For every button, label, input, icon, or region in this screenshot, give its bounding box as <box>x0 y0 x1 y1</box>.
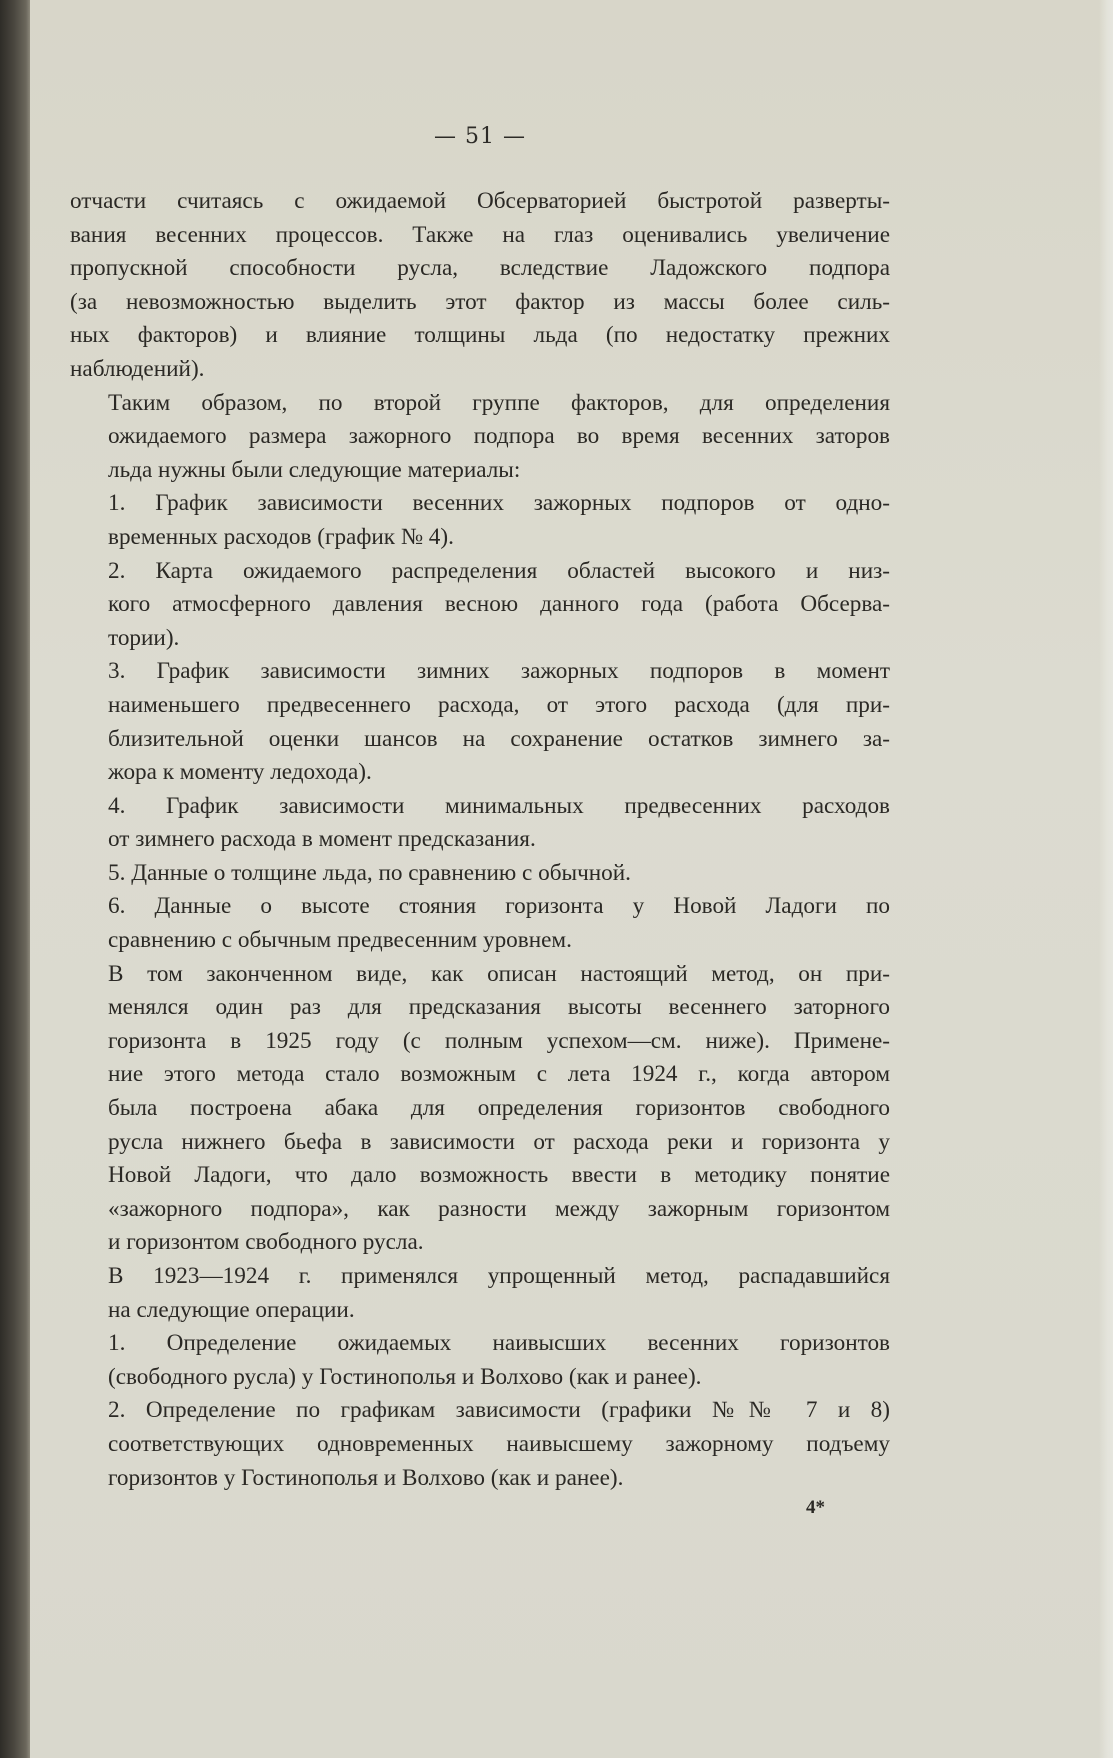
text-line: льда нужны были следующие материалы: <box>108 456 521 483</box>
paragraph <box>70 487 890 554</box>
page-number: — 51 — <box>434 124 526 149</box>
text-line: ожидаемого размера зажорного подпора во время весенних заторов <box>108 423 890 450</box>
text-line: (свободного русла) у Гостинополья и Волхово (как и ранее). <box>108 1363 702 1390</box>
paragraph <box>70 655 890 789</box>
text-line: наименьшего предвесеннего расхода, от этого расхода (для при- <box>108 691 890 718</box>
paragraph <box>70 958 890 1260</box>
text-line: 1. График зависимости весенних зажорных подпоров от одно- <box>108 490 890 517</box>
paragraph <box>70 890 890 957</box>
paragraph <box>70 1260 890 1327</box>
text-line: вания весенних процессов. Также на глаз оценивались увеличение <box>70 221 890 248</box>
text-line: В том законченном виде, как описан настоящий метод, он при- <box>108 960 890 987</box>
text-line: 3. График зависимости зимних зажорных подпоров в момент <box>108 658 890 685</box>
text-line: русла нижнего бьефа в зависимости от расхода реки и горизонта у <box>108 1128 890 1155</box>
text-line: от зимнего расхода в момент предсказания. <box>108 826 536 853</box>
paragraph <box>70 1394 890 1495</box>
text-line: 5. Данные о толщине льда, по сравнению с обычной. <box>108 859 631 886</box>
paragraph <box>70 790 890 857</box>
text-line: 1. Определение ожидаемых наивысших весенних горизонтов <box>108 1330 890 1357</box>
text-line: сравнению с обычным предвесенним уровнем. <box>108 927 572 954</box>
text-line: отчасти считаясь с ожидаемой Обсерваторией быстротой разверты- <box>70 188 890 214</box>
text-line: В 1923—1924 г. применялся упрощенный метод, распадавшийся <box>108 1263 890 1289</box>
text-line: наблюдений). <box>70 355 205 382</box>
text-line: «зажорного подпора», как разности между зажорным горизонтом <box>108 1195 890 1222</box>
text-line: 2. Карта ожидаемого распределения областей высокого и низ- <box>108 557 890 584</box>
text-line: (за невозможностью выделить этот фактор из массы более силь- <box>70 288 890 315</box>
text-line: горизонтов у Гостинополья и Волхово (как и ранее). <box>108 1464 624 1491</box>
paragraph <box>70 387 890 488</box>
text-line: ние этого метода стало возможным с лета 1924 г., когда автором <box>108 1061 890 1088</box>
text-line: 6. Данные о высоте стояния горизонта у Новой Ладоги по <box>108 893 890 920</box>
text-line: пропускной способности русла, вследствие Ладожского подпора <box>70 255 890 282</box>
paragraph <box>70 555 890 656</box>
text-line: на следующие операции. <box>108 1296 355 1323</box>
text-line: Таким образом, по второй группе факторов, для определения <box>108 389 890 416</box>
text-line: 4. График зависимости минимальных предвесенних расходов <box>108 792 890 819</box>
text-line: кого атмосферного давления весною данного года (работа Обсерва- <box>108 591 890 618</box>
page-body-text <box>70 185 890 1495</box>
text-line: соответствующих одновременных наивысшему зажорному подъему <box>108 1430 890 1457</box>
text-line: жора к моменту ледохода). <box>108 759 372 786</box>
text-line: близительной оценки шансов на сохранение остатков зимнего за- <box>108 725 890 752</box>
text-line: временных расходов (график № 4). <box>108 523 454 550</box>
text-line: Новой Ладоги, что дало возможность ввести в методику понятие <box>108 1162 890 1189</box>
page-edge <box>1099 0 1113 1758</box>
text-line: ных факторов) и влияние толщины льда (по недостатку прежних <box>70 322 890 349</box>
text-line: тории). <box>108 624 180 651</box>
signature-mark: 4* <box>806 1497 825 1518</box>
paragraph <box>70 185 890 387</box>
text-line: была построена абака для определения горизонтов свободного <box>108 1095 890 1122</box>
text-line: и горизонтом свободного русла. <box>108 1229 424 1256</box>
paragraph <box>70 857 890 891</box>
paragraph <box>70 1327 890 1394</box>
text-line: горизонта в 1925 году (с полным успехом—см. ниже). Примене- <box>108 1027 890 1054</box>
book-page <box>30 0 1113 1758</box>
text-line: 2. Определение по графикам зависимости (графики №№ 7 и 8) <box>108 1397 890 1424</box>
text-line: менялся один раз для предсказания высоты весеннего заторного <box>108 994 890 1021</box>
